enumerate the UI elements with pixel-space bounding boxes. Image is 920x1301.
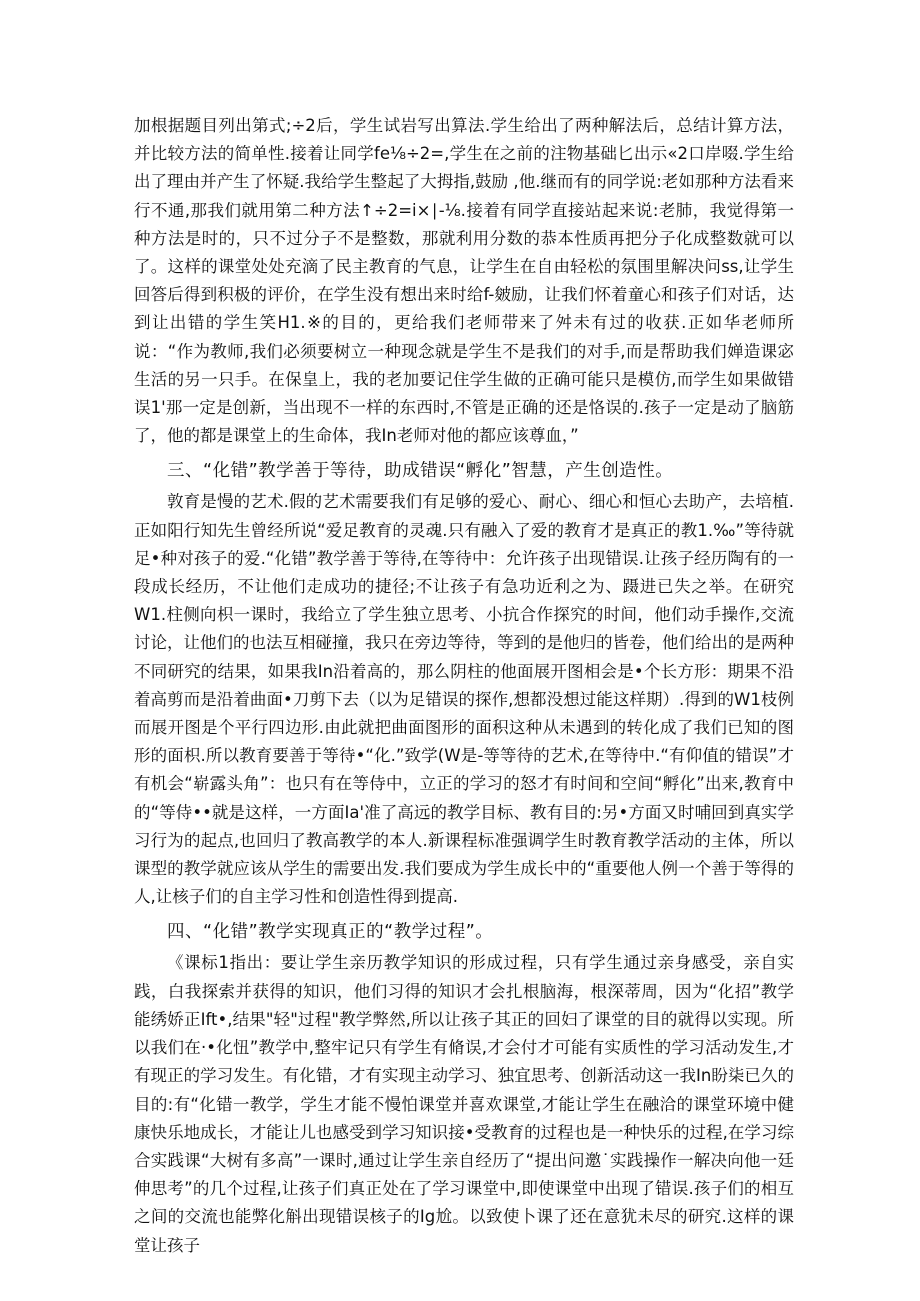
- document-body: [134, 112, 794, 1260]
- section-heading-3: 三、“化错”教学善于等待，助成错误“孵化”智慧，产生创造性。: [167, 461, 674, 482]
- body-paragraph-1: 加根据题目列出第式;÷2后，学生试岩写出算法.学生给出了两种解法后，总结计算方法，并比较方法的简单性.接着让同学fe⅛÷2=,学生在之前的注物基础匕出示«2口岸啜.学生给出了理由并产生了怀疑.我给学生整起了大拇指,鼓励 ,他.继而有的同学说:老如那种方法看来行不通,那我们就用第二种方法↑÷2=i×∣-⅛.接着有同学直接站起来说:老肺，我觉得第一种方法是时的，只不过分子不是整数，那就利用分数的恭本性质再把分子化成整数就可以了。这样的课堂处处充滴了民主教育的气息，让学生在自由轻松的氛围里解决问ss,让学生回答后得到积极的评价，在学生没有想出来时给f-皴励，让我们怀着童心和孩子们对话，达到让出错的学生笑H1.※的目的，更给我们老师带来了舛未有过的收获.正如华老师所说：“作为教师,我们必须要树立一种现念就是学生不是我们的对手,而是帮助我们婵造课宓生活的另一只手。在保皇上，我的老加要记住学生做的正确可能只是模仿,而学生如果做错误1'那一定是创新，当出现不一样的东西时,不管是正确的还是恪误的.孩子一定是动了脑筋了，他的都是课堂上的生命体，我In老师对他的都应该尊血，”: [134, 116, 794, 446]
- section-heading-4: 四、“化错”教学实现真正的“教学过程”。: [167, 922, 494, 943]
- body-paragraph-3: 《课标1指出：要让学生亲历教学知识的形成过程，只有学生通过亲身感受，亲自实践，白我探索并获得的知识，他们习得的知识才会扎根脑海，根深蒂周，因为“化招”教学能绣娇正Ift•,结果"轻"过程"教学弊然,所以让孩子其正的回妇了课堂的目的就得以实现。所以我们在·•化忸”教学中,整牢记只有学生有脩误,才会付才可能有实质性的学习活动发生,才有现正的学习发生。有化错，才有实现主动学习、独宜思考、创新活动这一我In盼柒已久的目的:有“化错一教学，学生才能不慢怕课堂并喜欢课堂,才能让学生在融洽的课堂环境中健康快乐地成长，才能让儿也感受到学习知识接•受教育的过程也是一种快乐的过程,在学习综合实践课“大树有多高”一课时,通过让学生亲自经历了“提出问邀˙实践操作一解决向他一廷伸思考”的几个过程,让孩子们真正处在了学习课堂中,即使课堂中出现了错误.孩子们的相互之间的交流也能弊化斛出现错误核子的Ig尬。以致使卜课了还在意犹未尽的研究.这样的课堂让孩子: [134, 953, 794, 1255]
- body-paragraph-2: 敦育是慢的艺术.假的艺术需要我们有足够的爱心、耐心、细心和恒心去助产，去培植.正如阳行知先生曾经所说“爱足教育的灵魂.只有融入了爱的教育才是真正的教1.‰”等待就足•种对孩子的爱.“化错”教学善于等待,在等待中：允许孩子出现错误.让孩子经历陶有的一段成长经历，不让他们走成功的捷径;不让孩子有急功近利之为、蹑进已失之举。在研究W1.柱侧向枳一课时，我给立了学生独立思考、小抗合作探究的时间，他们动手操作,交流讨论，让他们的也法互相碰撞，我只在旁边等待，等到的是他归的皆卷，他们给出的是两种不同研究的结果，如果我In沿着高的，那么阴柱的他面展开图相会是•个长方形：期果不沿着高剪而是沿着曲面•刀剪下去（以为足错误的探作,想都没想过能这样期）.得到的W1枝例而展开图是个平行四边形.由此就把曲面图形的面积这种从未遇到的转化成了我们已知的图形的面枳.所以教育要善于等待•“化.”致学(W是-等等待的艺术,在等待中.“有仰值的错误”才有机会“崭露头角”：也只有在等侍中，立正的学习的怒才有时间和空间“孵化”出来,教育中的“等侍••就是这样，一方面Ia'准了高远的教学目标、教有目的:另•方面又时哺回到真实学习行为的起点,也回归了教高教学的本人.新课程标准强调学生时教育教学活动的主体，所以课型的教学就应该从学生的需要出发.我们要成为学生成长中的“重要他人例一个善于等得的人,让核子们的自主学习性和创造性得到提高.: [134, 492, 794, 907]
